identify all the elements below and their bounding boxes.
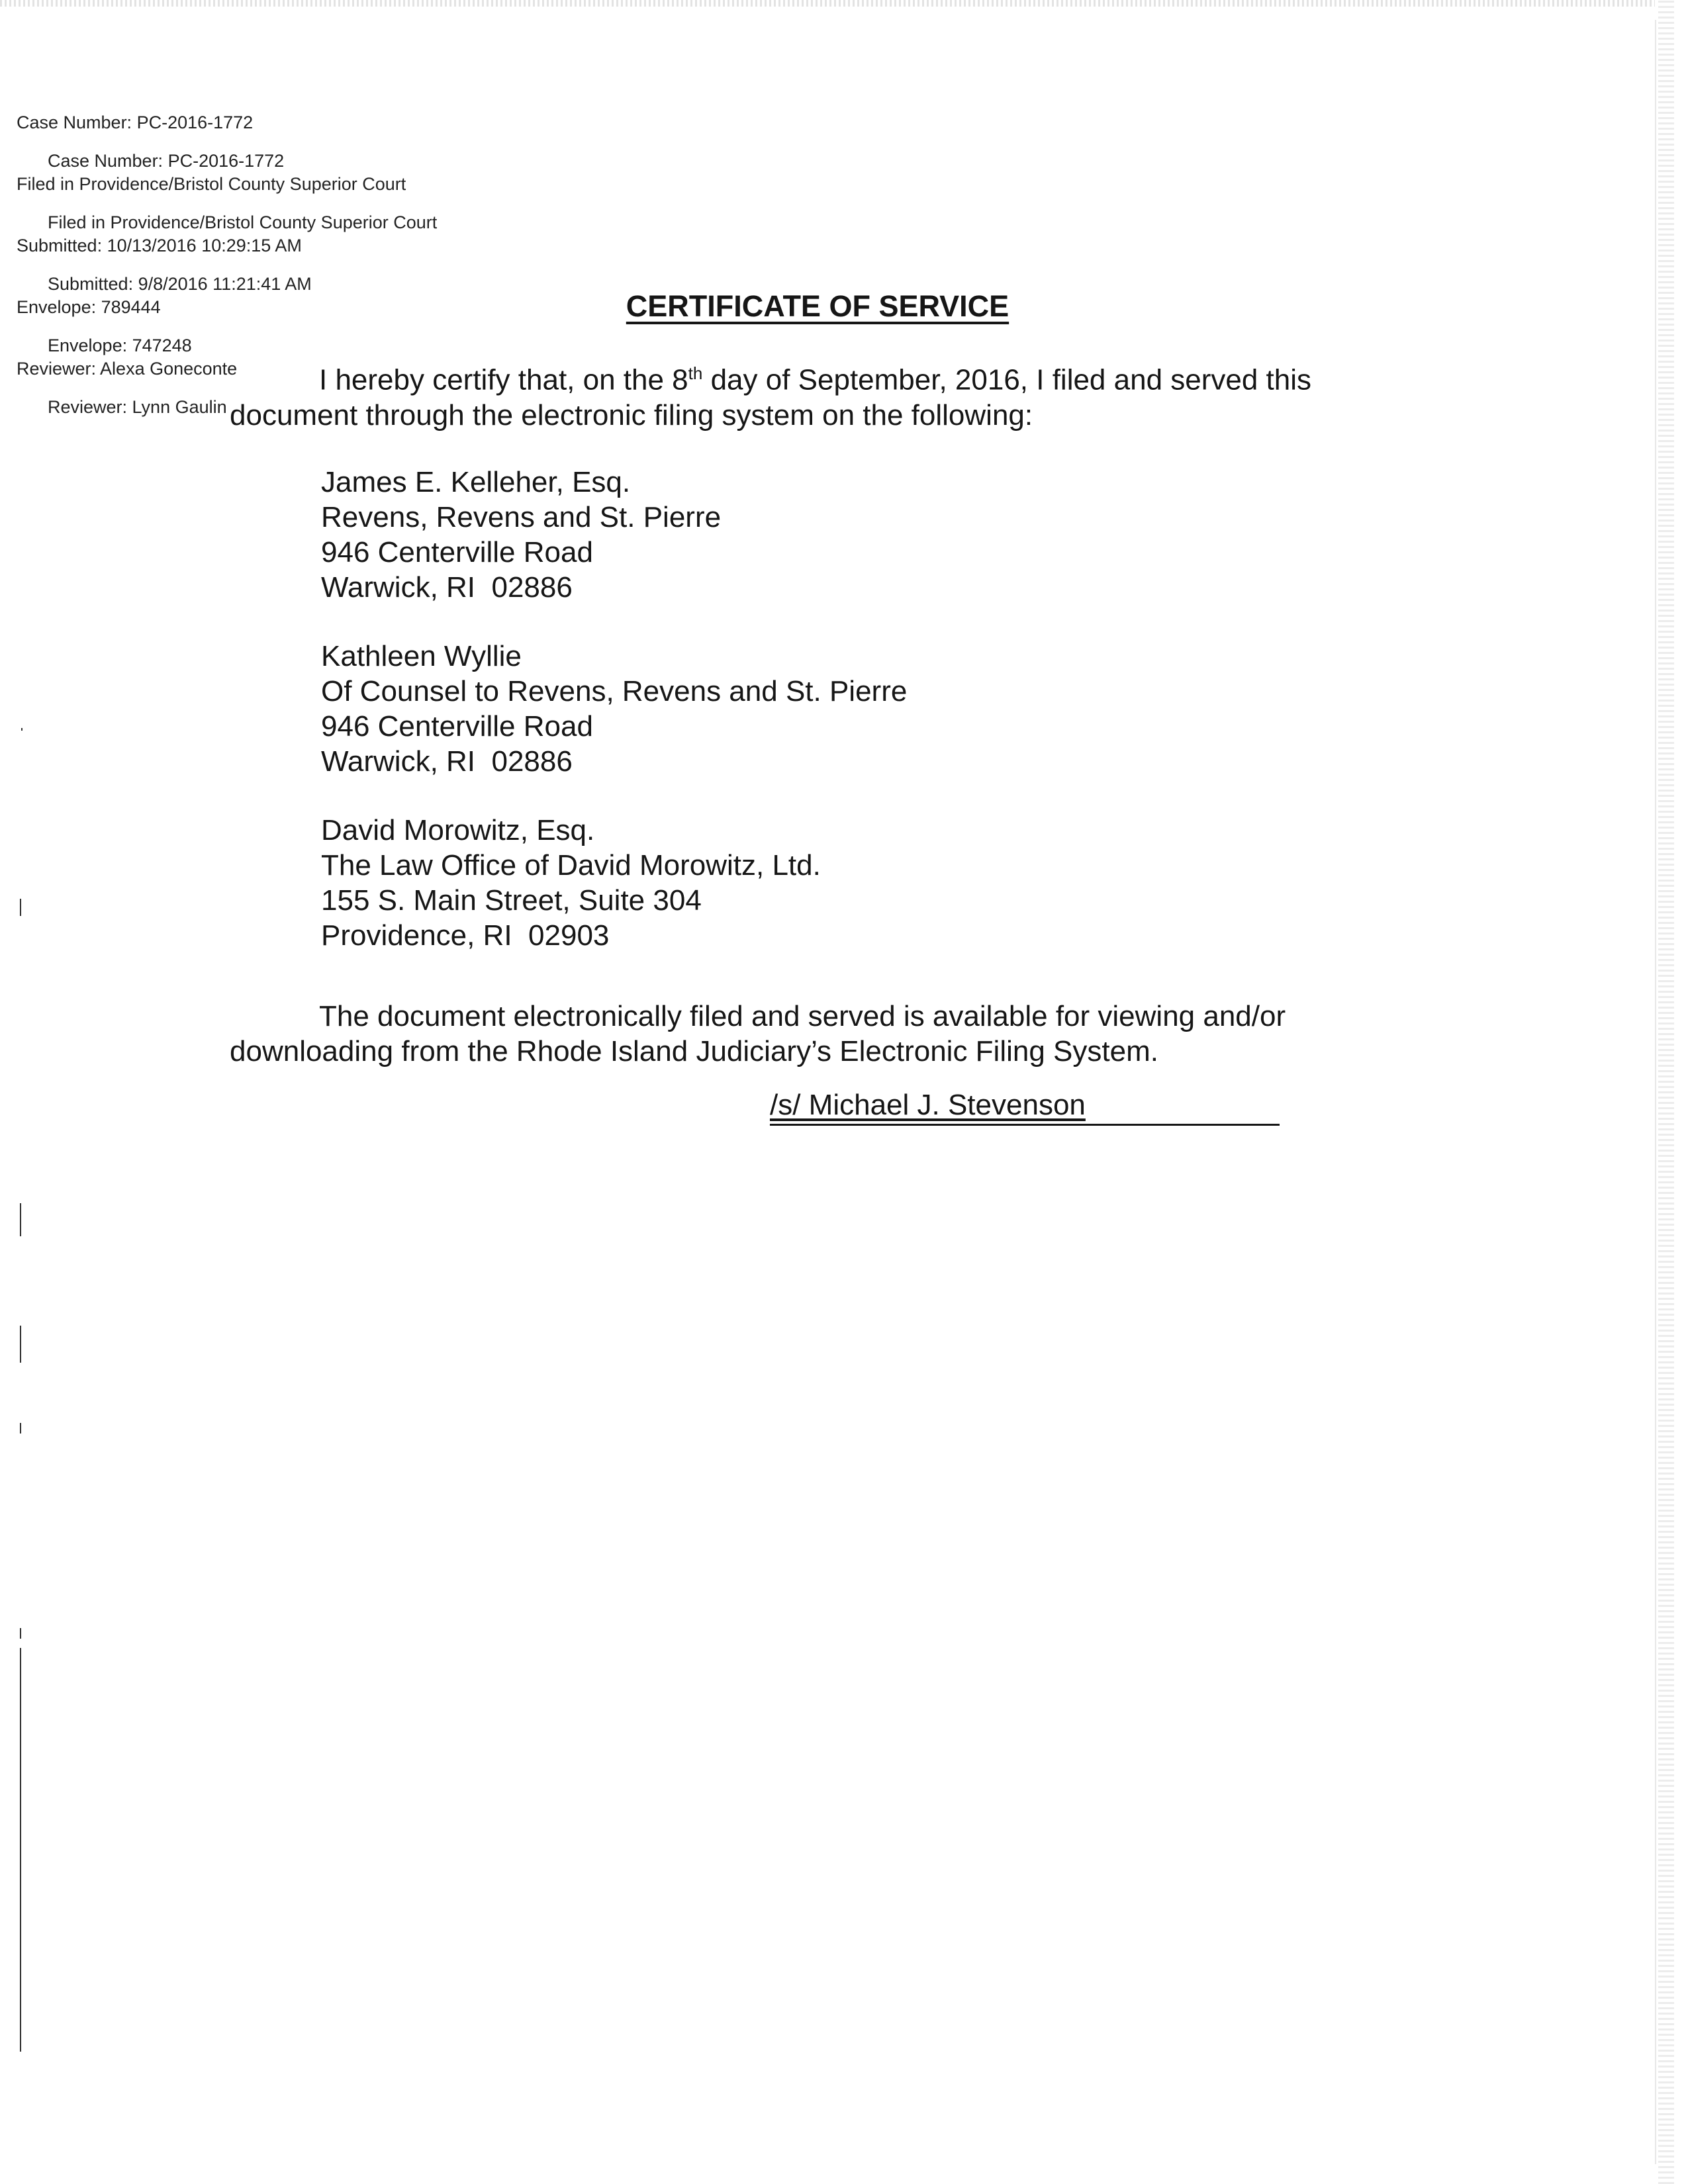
ordinal-suffix: th [688, 363, 703, 383]
signature-text: /s/ Michael J. Stevenson [770, 1089, 1086, 1121]
scan-right-edge-line [1655, 20, 1656, 2164]
margin-mark [20, 1628, 21, 1639]
scan-right-edge [1658, 0, 1674, 2184]
document-title: CERTIFICATE OF SERVICE [626, 289, 1009, 323]
stamp-line: Filed in Providence/Bristol County Superior Court [17, 174, 406, 194]
margin-mark [20, 1648, 21, 2052]
certification-text: day of September, 2016, I filed and served this [702, 363, 1312, 396]
certification-text: I hereby certify that, on the 8 [319, 363, 688, 396]
stamp-line: Case Number: PC-2016-1772 [17, 113, 254, 132]
margin-mark [20, 1326, 21, 1363]
recipient-address-block [321, 639, 907, 779]
recipient-street: 155 S. Main Street, Suite 304 [321, 884, 702, 917]
certification-paragraph [230, 356, 1434, 433]
stamp-line: Case Number: PC-2016-1772 [48, 151, 285, 171]
recipient-city: Providence, RI 02903 [321, 919, 610, 952]
margin-mark [21, 728, 23, 731]
margin-mark [20, 899, 21, 916]
recipient-firm: The Law Office of David Morowitz, Ltd. [321, 849, 821, 882]
availability-line-1: The document electronically filed and served is available for viewing and/or [319, 1000, 1286, 1032]
stamp-line: Submitted: 9/8/2016 11:21:41 AM [48, 274, 312, 294]
signature-line [770, 1087, 1280, 1126]
certification-line-2: document through the electronic filing system on the following: [230, 398, 1033, 432]
recipient-street: 946 Centerville Road [321, 710, 593, 743]
availability-paragraph [230, 999, 1434, 1069]
recipient-name: James E. Kelleher, Esq. [321, 466, 631, 498]
recipient-address-block [321, 465, 721, 605]
stamp-line: Submitted: 10/13/2016 10:29:15 AM [17, 236, 302, 255]
recipient-street: 946 Centerville Road [321, 536, 593, 569]
recipient-name: David Morowitz, Esq. [321, 814, 595, 846]
recipient-city: Warwick, RI 02886 [321, 571, 573, 604]
stamp-line: Reviewer: Lynn Gaulin [48, 397, 227, 417]
stamp-line: Filed in Providence/Bristol County Superior Court [48, 212, 438, 232]
stamp-line: Envelope: 747248 [48, 336, 192, 355]
availability-line-2: downloading from the Rhode Island Judiciary’s Electronic Filing System. [230, 1035, 1158, 1068]
certification-line-1 [230, 356, 1434, 398]
recipient-city: Warwick, RI 02886 [321, 745, 573, 778]
margin-mark [20, 1203, 21, 1236]
recipient-firm: Revens, Revens and St. Pierre [321, 501, 722, 533]
recipient-name: Kathleen Wyllie [321, 640, 522, 672]
stamp-line: Reviewer: Alexa Goneconte [17, 359, 238, 379]
margin-mark [20, 1423, 21, 1433]
recipient-address-block [321, 813, 821, 953]
recipient-firm: Of Counsel to Revens, Revens and St. Pierre [321, 675, 908, 707]
scan-top-edge [0, 0, 1655, 7]
stamp-line: Envelope: 789444 [17, 297, 161, 317]
